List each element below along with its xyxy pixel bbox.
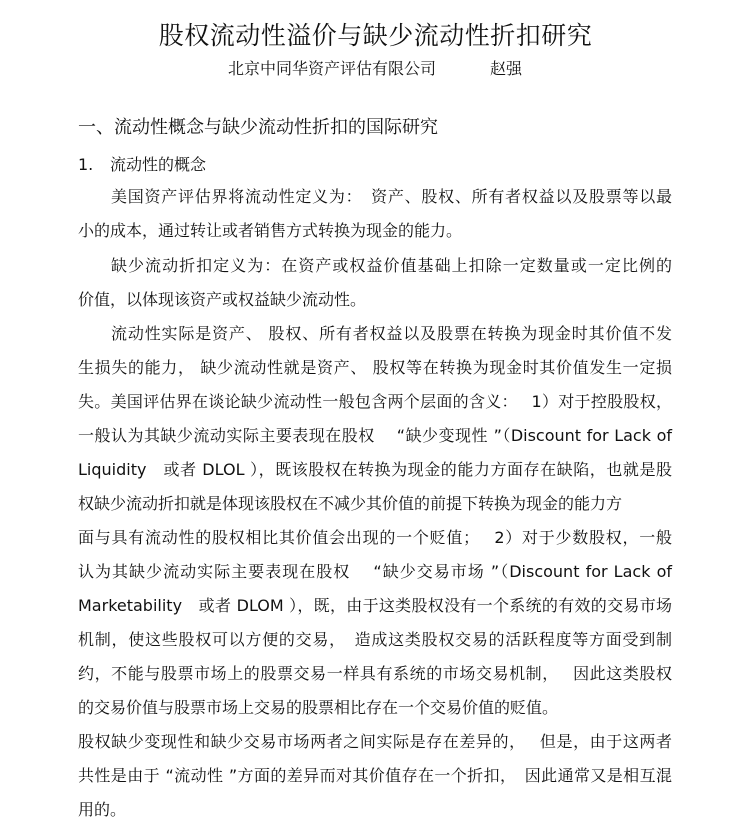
document-title: 股权流动性溢价与缺少流动性折扣研究	[158, 21, 593, 50]
body-line: 用的。	[78, 800, 127, 819]
body-line: 机制，使这些股权可以方便的交易， 造成这类股权交易的活跃程度等方面受到制	[78, 630, 672, 649]
body-line: 的交易价值与股票市场上交易的股票相比存在一个交易价值的贬值。	[78, 698, 559, 717]
body-line: 缺少流动折扣定义为：在资产或权益价值基础上扣除一定数量或一定比例的	[111, 256, 672, 275]
subsection-heading	[78, 152, 206, 175]
subsection-label: 流动性的概念	[110, 155, 207, 174]
body-line: 认为其缺少流动实际主要表现在股权 “缺少交易市场 ”（Discount for Lack of	[78, 562, 672, 581]
body-line: 美国资产评估界将流动性定义为： 资产、股权、所有者权益以及股票等以最	[111, 187, 672, 206]
body-line: 一般认为其缺少流动实际主要表现在股权 “缺少变现性 ”（Discount for Lack of	[78, 426, 672, 445]
body-line: 价值，以体现该资产或权益缺少流动性。	[78, 290, 367, 309]
section-heading: 一、流动性概念与缺少流动性折扣的国际研究	[78, 117, 438, 138]
body-line: Liquidity 或者 DLOL ），既该股权在转换为现金的能力方面存在缺陷，也就是股	[78, 460, 672, 479]
body-line: 生损失的能力， 缺少流动性就是资产、 股权等在转换为现金时其价值发生一定损	[78, 358, 672, 377]
subsection-number: 1.	[78, 155, 94, 174]
body-line: 失。美国评估界在谈论缺少流动性一般包含两个层面的含义： 1）对于控股股权，	[78, 392, 672, 411]
document-affiliation: 北京中同华资产评估有限公司	[228, 59, 437, 78]
body-line: 面与具有流动性的股权相比其价值会出现的一个贬值； 2）对于少数股权，一般	[78, 528, 672, 547]
body-line: 流动性实际是资产、 股权、所有者权益以及股票在转换为现金时其价值不发	[111, 324, 672, 343]
document-author: 赵强	[490, 59, 523, 78]
body-line: Marketability 或者 DLOM ），既，由于这类股权没有一个系统的有效的交易市场	[78, 596, 672, 615]
body-line: 共性是由于 “流动性 ”方面的差异而对其价值存在一个折扣， 因此通常又是相互混	[78, 766, 672, 785]
body-line: 权缺少流动折扣就是体现该股权在不减少其价值的前提下转换为现金的能力方	[78, 494, 623, 513]
body-line: 小的成本，通过转让或者销售方式转换为现金的能力。	[78, 221, 463, 240]
body-line: 约，不能与股票市场上的股票交易一样具有系统的市场交易机制， 因此这类股权	[78, 664, 672, 683]
body-line: 股权缺少变现性和缺少交易市场两者之间实际是存在差异的， 但是，由于这两者	[78, 732, 672, 751]
